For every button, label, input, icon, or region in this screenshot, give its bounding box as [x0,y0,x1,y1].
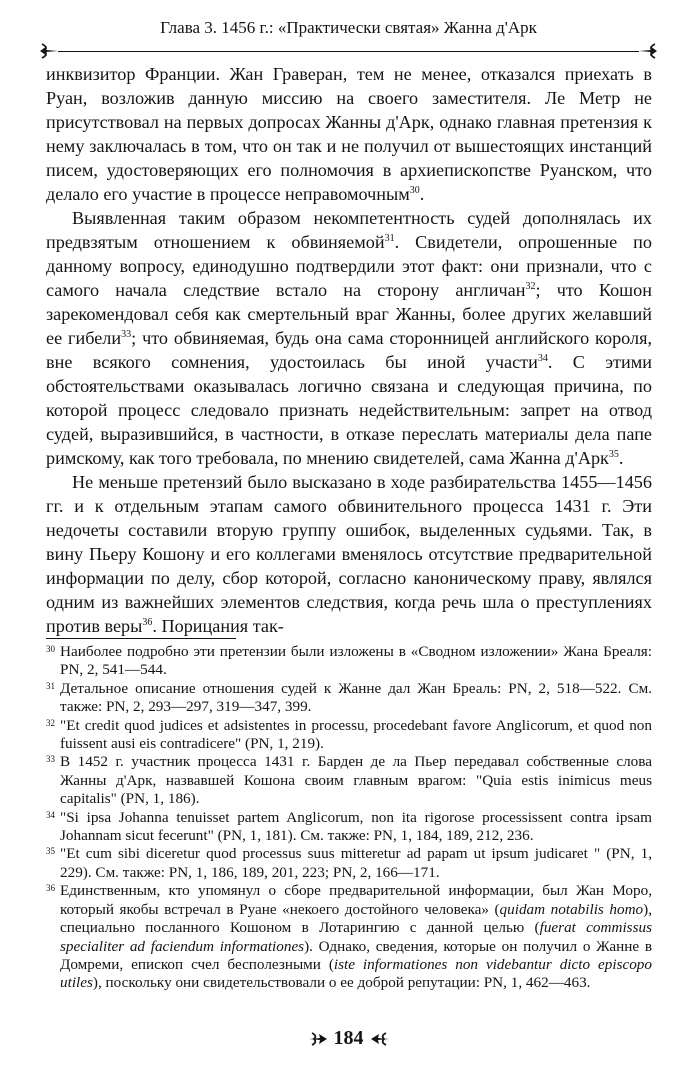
text-run: . С этими обстоятельствами оказывалась логично связана и следующая причина, по которой процесс следовало признать недействительным: запрет на отвод судей, выразившийся, в частности, в отказе переслать материалы дела папе римскому, как того требовала, по мнению свидетелей, сама Жанна д'Арк [46,352,652,468]
running-header [40,18,657,50]
footnote [46,643,652,680]
footnote-number: 36 [46,883,55,894]
latin-quote: fuerat commissus specialiter ad faciendum informationes [60,919,652,955]
chapter-title: Глава 3. 1456 г.: «Практически святая» Жанна д'Арк [160,18,537,37]
text-run: В 1452 г. участник процесса 1431 г. Барден де ла Пьер передавал собственные слова Жанны д'Арк, назвавшей Кошона своим главным врагом: "Quia estis inimicus meus capitalis" (PN, 1, 186). [60,753,652,808]
text-run: ), специально посланного Кошоном в Лотарингию с данной целью ( [60,900,652,937]
footnote [46,717,652,754]
footnote-number: 35 [46,846,55,857]
footnote-number: 34 [46,809,55,820]
footnote-number: 32 [46,717,55,728]
fleuron-icon [308,1029,328,1049]
footnote-reference: 30 [409,184,420,196]
text-run: ). Однако, сведения, которые он получил о Жанне в Домреми, епископ счел бесполезными ( [60,937,652,973]
paragraph [46,62,652,206]
footnote-number: 33 [46,754,55,765]
footnote [46,680,652,717]
footnote-number: 30 [46,644,55,654]
footnote-number: 31 [46,680,55,691]
footnote [46,809,652,846]
latin-quote: iste informationes non videbantur dicto episcopo utiles [60,955,652,992]
text-run: "Et credit quod judices et adsistentes in processu, procedebant favore Anglicorum, et quod non fuissent ausi eis contradicere" (PN, 1, 219). [60,716,652,753]
main-text [46,62,652,638]
footnote [46,882,652,992]
fleuron-left-icon [38,40,60,62]
fleuron-icon [370,1029,390,1049]
fleuron-right-icon [637,40,659,62]
text-run: ), поскольку они свидетельствовали о ее доброй репутации: PN, 1, 462—463. [92,974,591,992]
page-number-block [0,1027,697,1054]
footnote-separator [46,638,236,639]
text-run: . [618,448,624,468]
paragraph [46,470,652,638]
text-run: Единственным, кто упомянул о сборе предварительной информации, был Жан Моро, который якобы встречал в Руане «некоего достойного человека» ( [60,882,652,918]
text-run: Выявленная таким образом некомпетентность судей дополнялась их предвзятым отношением к обвиняемой [46,208,652,252]
header-rule [58,51,639,52]
latin-quote: quidam notabilis homo [499,900,644,918]
footnote-reference: 35 [608,448,619,460]
footnote [46,753,652,808]
text-run: ; что обвиняемая, будь она сама сторонницей английского короля, вне всякого сомнения, удостоилась бы иной участи [46,328,653,372]
text-run: инквизитор Франции. Жан Граверан, тем не менее, отказался приехать в Руан, возложив данную миссию на своего заместителя. Ле Метр не присутствовал на первых допросах Жанны д'Арк, однако главная претензия к нему заключалась в том, что он так и не получил от вышестоящих инстанций писем, удостоверяющих его полномочия в архиепископстве Руанском, что делало его участие в процессе неправомочным [46,64,652,204]
paragraph [46,206,652,470]
text-run: Детальное описание отношения судей к Жанне дал Жан Бреаль: PN, 2, 518—522. См. также: PN, 2, 293—297, 319—347, 399. [60,679,652,716]
footnote-reference: 31 [384,232,395,244]
footnote-reference: 34 [537,352,548,364]
text-run: "Et cum sibi diceretur quod processus suus mitteretur ad papam ut ipsum judicaret " (PN, 1, 229). См. также: PN, 1, 186, 189, 201, 223; PN, 2, 166—171. [60,845,652,881]
text-run: . Свидетели, опрошенные по данному вопросу, единодушно подтвердили этот факт: они признали, что с самого начала следствие встало на сторону англичан [46,232,652,300]
page-number: 184 [333,1027,364,1049]
text-run: Не меньше претензий было высказано в ходе разбирательства 1455—1456 гг. и к отдельным этапам самого обвинительного процесса 1431 г. Эти недочеты составили вторую группу ошибок, выделенных судьями. Так, в вину Пьеру Кошону и его коллегами вменялось отсутствие предварительной информации по делу, сбор которой, согласно каноническому праву, являлся одним из важнейших элементов следствия, когда речь шла о преступлениях против веры [46,472,652,636]
text-run: Наиболее подробно эти претензии были изложены в «Сводном изложении» Жана Бреаля: PN, 2, 541—544. [60,643,652,679]
footnote-reference: 33 [121,328,132,340]
footnote [46,845,652,882]
text-run: ; что Кошон зарекомендовал себя как смертельный враг Жанны, более других желавший ее гибели [46,280,653,348]
text-run: . Порицания так- [152,616,284,636]
footnote-reference: 36 [142,616,153,628]
text-run: . [419,184,425,204]
text-run: "Si ipsa Johanna tenuisset partem Anglicorum, non ita rigorose processissent contra ipsam Johannam sicut fecerunt" (PN, 1, 181). См. также: PN, 1, 184, 189, 212, 236. [60,808,652,845]
footnote-reference: 32 [525,280,536,292]
footnotes [46,643,652,993]
